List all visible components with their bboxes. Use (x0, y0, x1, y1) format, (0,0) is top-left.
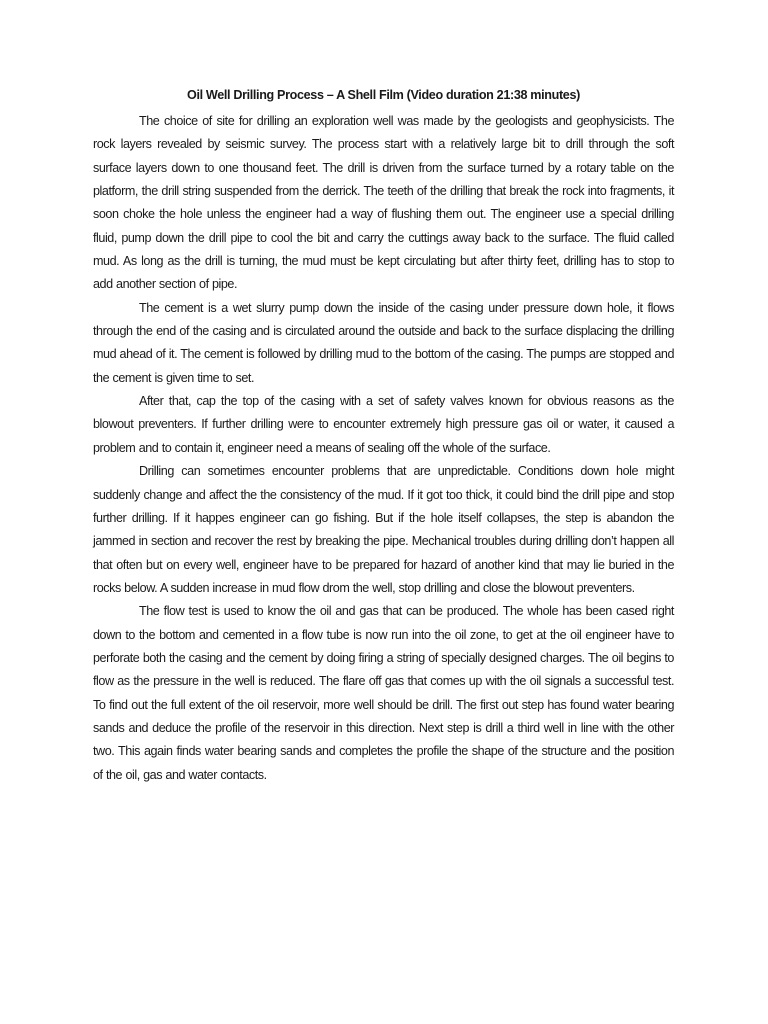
paragraph-drilling-problems: Drilling can sometimes encounter problems that are unpredictable. Conditions down hole might suddenly change and affect the the consistency of the mud. If it got too thick, it could bind the drill pipe and stop further drilling. If it happes engineer can go fishing. But if the hole itself collapses, the step is abandon the jammed in section and recover the rest by breaking the pipe. Mechanical troubles during drilling don’t happen all that often but on every well, engineer have to be prepared for hazard of another kind that may lie buried in the rocks below. A sudden increase in mud flow drom the well, stop drilling and close the blowout preventers. (93, 464, 674, 595)
paragraph-flow-test: The flow test is used to know the oil and gas that can be produced. The whole has been cased right down to the bottom and cemented in a flow tube is now run into the oil zone, to get at the oil engineer have to perforate both the casing and the cement by doing firing a string of specially designed charges. The oil begins to flow as the pressure in the well is reduced. The flare off gas that comes up with the oil signals a successful test. To find out the full extent of the oil reservoir, more well should be drill. The first out step has found water bearing sands and deduce the profile of the reservoir in this direction. Next step is drill a third well in line with the other two. This again finds water bearing sands and completes the profile the shape of the structure and the position of the oil, gas and water contacts. (93, 604, 674, 782)
paragraph-blowout-preventers: After that, cap the top of the casing with a set of safety valves known for obvious reasons as the blowout preventers. If further drilling were to encounter extremely high pressure gas oil or water, it caused a problem and to contain it, engineer need a means of sealing off the whole of the surface. (93, 394, 674, 455)
paragraph-cementing: The cement is a wet slurry pump down the inside of the casing under pressure down hole, it flows through the end of the casing and is circulated around the outside and back to the surface displacing the drilling mud ahead of it. The cement is followed by drilling mud to the bottom of the casing. The pumps are stopped and the cement is given time to set. (93, 300, 674, 385)
document-body (93, 86, 674, 787)
paragraph-site-selection: The choice of site for drilling an exploration well was made by the geologists and geophysicists. The rock layers revealed by seismic survey. The process start with a relatively large bit to drill through the soft surface layers down to one thousand feet. The drill is driven from the surface turned by a rotary table on the platform, the drill string suspended from the derrick. The teeth of the drilling that break the rock into fragments, it soon choke the hole unless the engineer had a way of flushing them out. The engineer use a special drilling fluid, pump down the drill pipe to cool the bit and carry the cuttings away back to the surface. The fluid called mud. As long as the drill is turning, the mud must be kept circulating but after thirty feet, drilling has to stop to add another section of pipe. (93, 114, 674, 292)
document-title: Oil Well Drilling Process – A Shell Film (Video duration 21:38 minutes) (187, 88, 580, 102)
